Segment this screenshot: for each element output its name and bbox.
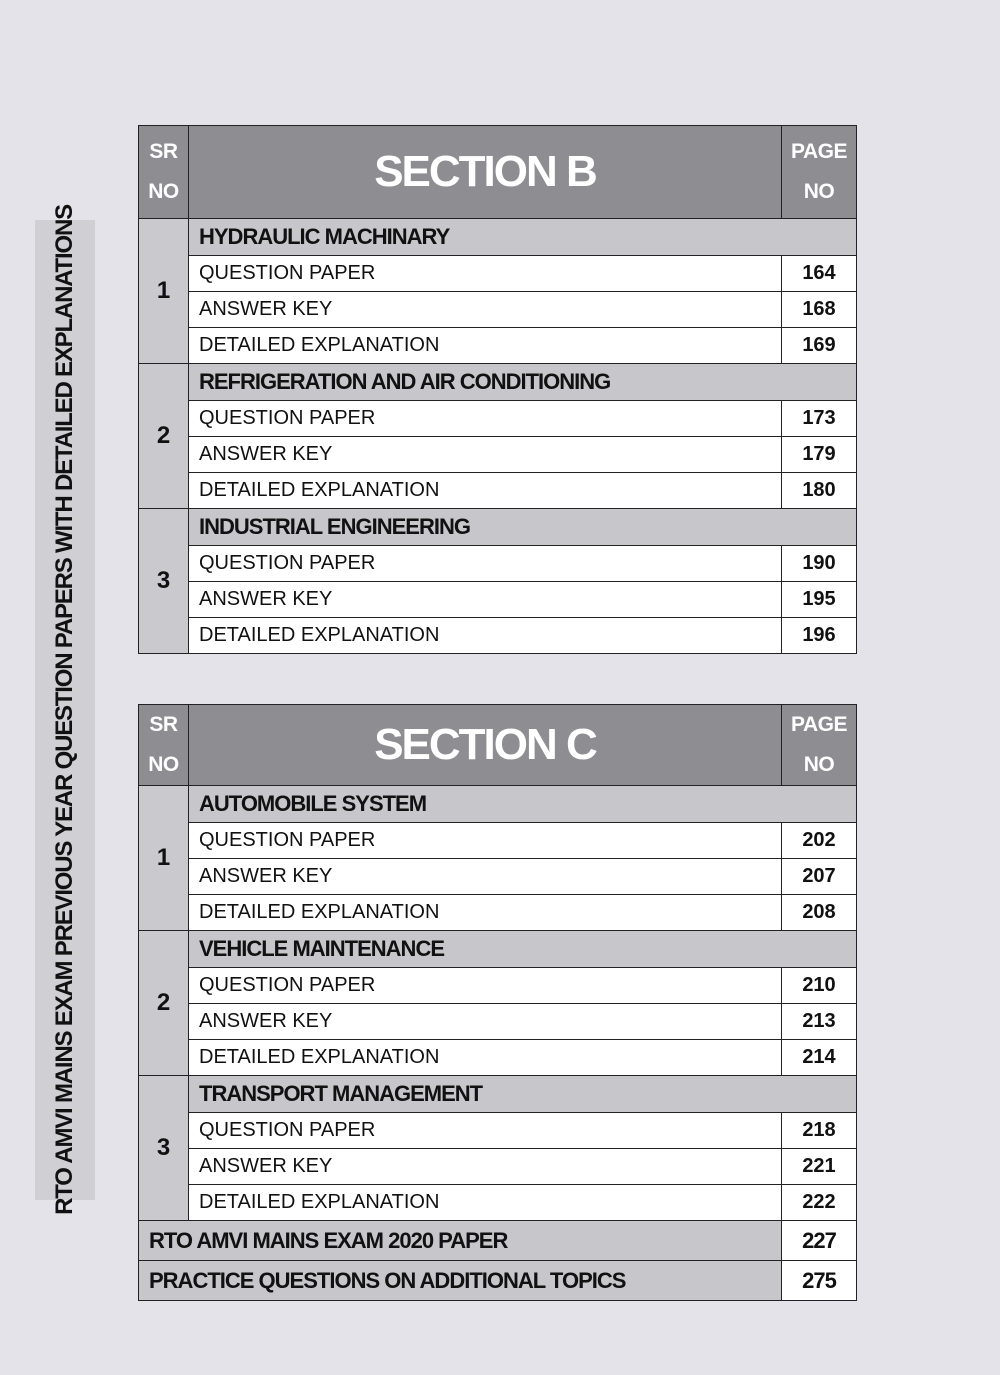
table-row <box>139 1185 857 1221</box>
extra-label: PRACTICE QUESTIONS ON ADDITIONAL TOPICS <box>139 1261 782 1301</box>
page-number: 218 <box>782 1113 857 1149</box>
no-label: NO <box>803 753 835 776</box>
table-row <box>139 401 857 437</box>
sr-label: SR <box>149 713 178 736</box>
item-label: QUESTION PAPER <box>189 823 782 859</box>
table-row <box>139 1004 857 1040</box>
topic-row <box>139 364 857 401</box>
page-number: 208 <box>782 895 857 931</box>
page-no-header <box>782 705 857 786</box>
page-number: 207 <box>782 859 857 895</box>
table-row <box>139 1113 857 1149</box>
table-row <box>139 1040 857 1076</box>
page-number: 169 <box>782 328 857 364</box>
side-banner-label: RTO AMVI MAINS EXAM PREVIOUS YEAR QUESTION PAPERS WITH DETAILED EXPLANATIONS <box>51 205 78 1215</box>
topic-title: HYDRAULIC MACHINARY <box>189 219 857 256</box>
page-number: 190 <box>782 546 857 582</box>
table-row <box>139 823 857 859</box>
sr-no-header <box>139 705 189 786</box>
no-label: NO <box>803 180 835 203</box>
page-number: 196 <box>782 618 857 654</box>
item-label: DETAILED EXPLANATION <box>189 618 782 654</box>
serial-number: 1 <box>139 219 189 364</box>
page-label: PAGE <box>791 713 847 736</box>
table-row <box>139 546 857 582</box>
section-title: SECTION C <box>189 705 782 786</box>
item-label: ANSWER KEY <box>189 1004 782 1040</box>
table-row <box>139 582 857 618</box>
item-label: ANSWER KEY <box>189 437 782 473</box>
page-number: 173 <box>782 401 857 437</box>
serial-number: 2 <box>139 364 189 509</box>
table-row <box>139 895 857 931</box>
page-number: 179 <box>782 437 857 473</box>
serial-number: 2 <box>139 931 189 1076</box>
serial-number: 1 <box>139 786 189 931</box>
extra-label: RTO AMVI MAINS EXAM 2020 PAPER <box>139 1221 782 1261</box>
topic-row <box>139 931 857 968</box>
page-number: 275 <box>782 1261 857 1301</box>
item-label: ANSWER KEY <box>189 582 782 618</box>
page-number: 180 <box>782 473 857 509</box>
no-label: NO <box>148 180 179 203</box>
extra-row <box>139 1261 857 1301</box>
topic-row <box>139 786 857 823</box>
section-b-table <box>138 125 857 654</box>
table-row <box>139 859 857 895</box>
page-number: 222 <box>782 1185 857 1221</box>
serial-number: 3 <box>139 1076 189 1221</box>
topic-title: REFRIGERATION AND AIR CONDITIONING <box>189 364 857 401</box>
page-number: 213 <box>782 1004 857 1040</box>
sr-no-header <box>139 126 189 219</box>
item-label: ANSWER KEY <box>189 859 782 895</box>
page-number: 210 <box>782 968 857 1004</box>
topic-title: INDUSTRIAL ENGINEERING <box>189 509 857 546</box>
section-c-table <box>138 704 857 1301</box>
item-label: ANSWER KEY <box>189 292 782 328</box>
page-number: 214 <box>782 1040 857 1076</box>
topic-row <box>139 219 857 256</box>
section-title: SECTION B <box>189 126 782 219</box>
item-label: QUESTION PAPER <box>189 256 782 292</box>
header-row <box>139 126 857 219</box>
page-label: PAGE <box>791 140 847 163</box>
item-label: DETAILED EXPLANATION <box>189 895 782 931</box>
page-number: 221 <box>782 1149 857 1185</box>
table-row <box>139 473 857 509</box>
page-number: 195 <box>782 582 857 618</box>
table-row <box>139 292 857 328</box>
extra-row <box>139 1221 857 1261</box>
item-label: QUESTION PAPER <box>189 968 782 1004</box>
item-label: DETAILED EXPLANATION <box>189 1040 782 1076</box>
table-row <box>139 328 857 364</box>
page-number: 227 <box>782 1221 857 1261</box>
table-row <box>139 256 857 292</box>
page-number: 164 <box>782 256 857 292</box>
header-row <box>139 705 857 786</box>
no-label: NO <box>148 753 179 776</box>
topic-row <box>139 1076 857 1113</box>
item-label: QUESTION PAPER <box>189 1113 782 1149</box>
item-label: QUESTION PAPER <box>189 401 782 437</box>
item-label: ANSWER KEY <box>189 1149 782 1185</box>
side-banner <box>35 205 95 1215</box>
item-label: DETAILED EXPLANATION <box>189 473 782 509</box>
topic-title: TRANSPORT MANAGEMENT <box>189 1076 857 1113</box>
page-number: 168 <box>782 292 857 328</box>
table-row <box>139 968 857 1004</box>
item-label: DETAILED EXPLANATION <box>189 1185 782 1221</box>
page-no-header <box>782 126 857 219</box>
table-row <box>139 618 857 654</box>
page-number: 202 <box>782 823 857 859</box>
serial-number: 3 <box>139 509 189 654</box>
item-label: QUESTION PAPER <box>189 546 782 582</box>
topic-title: AUTOMOBILE SYSTEM <box>189 786 857 823</box>
topic-row <box>139 509 857 546</box>
topic-title: VEHICLE MAINTENANCE <box>189 931 857 968</box>
table-row <box>139 437 857 473</box>
item-label: DETAILED EXPLANATION <box>189 328 782 364</box>
table-row <box>139 1149 857 1185</box>
sr-label: SR <box>149 140 178 163</box>
